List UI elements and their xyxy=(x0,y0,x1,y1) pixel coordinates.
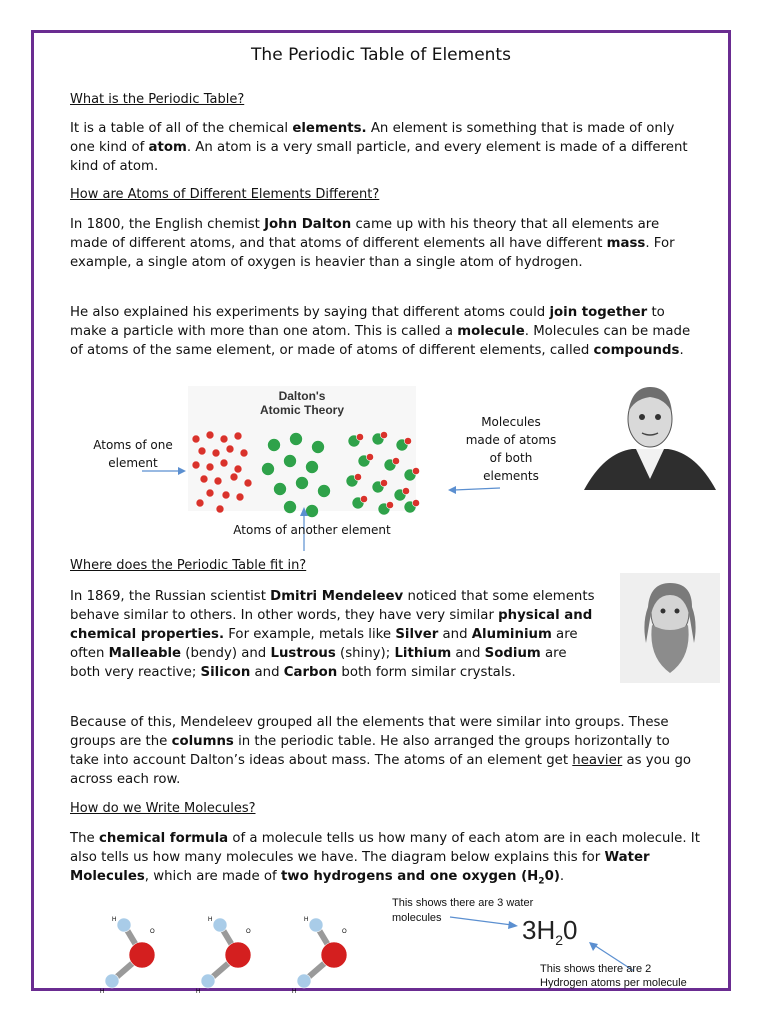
molecule-red-atom xyxy=(386,501,393,508)
green-atom xyxy=(312,441,325,454)
red-atom xyxy=(234,432,242,440)
green-atom xyxy=(284,455,297,468)
molecule-red-atom xyxy=(360,495,367,502)
water-molecules-group xyxy=(100,917,347,995)
green-atom xyxy=(268,439,281,452)
green-atom xyxy=(296,477,309,490)
red-atom xyxy=(206,431,214,439)
formula-3h2o: $3H_20$ xyxy=(522,915,578,948)
heading-atoms-different: How are Atoms of Different Elements Different? xyxy=(70,187,380,202)
atom-letter-label: O xyxy=(246,929,251,935)
red-atom xyxy=(220,459,228,467)
paragraph-mendeleev: In 1869, the Russian scientist Dmitri Mendeleev noticed that some elements behave similar to others. In other words, they have very similar physical and chemical properties. For example, metals like Silver and Aluminium are often Malleable (bendy) and Lustrous (shiny); Lithium and Sodium are both very reactive; Silicon and Carbon both form similar crystals. xyxy=(70,589,595,680)
label-atoms-of-another-element: Atoms of another element xyxy=(233,523,391,537)
paragraph-mendeleev-groups: Because of this, Mendeleev grouped all the elements that were similar into groups. These groups are the columns in the periodic table. He also arranged the groups horizontally to take into account Dalton’s ideas about mass. The atoms of an element get heavier as you go across each row. xyxy=(70,715,692,787)
hydrogen-atom xyxy=(201,974,215,988)
dalton-figure-title-2: Atomic Theory xyxy=(259,403,345,417)
red-atom xyxy=(234,465,242,473)
hydrogen-atom xyxy=(213,918,227,932)
oxygen-atom xyxy=(321,942,347,968)
note-2-hydrogen-2: Hydrogen atoms per molecule xyxy=(540,977,687,989)
atom-letter-label: H xyxy=(292,989,297,995)
red-atom xyxy=(236,493,244,501)
green-atom xyxy=(290,433,303,446)
atom-letter-label: O xyxy=(342,929,347,935)
atom-letter-label: H xyxy=(208,917,213,923)
molecule-red-atom xyxy=(380,479,387,486)
page-title: The Periodic Table of Elements xyxy=(251,45,511,65)
molecule-red-atom xyxy=(404,437,411,444)
green-atom xyxy=(274,483,287,496)
green-atom xyxy=(318,485,331,498)
red-atom xyxy=(200,475,208,483)
arrow-right-head xyxy=(448,486,456,494)
red-atom xyxy=(220,435,228,443)
red-atom xyxy=(226,445,234,453)
note-2-hydrogen-1: This shows there are 2 xyxy=(540,963,652,975)
green-atom xyxy=(306,461,319,474)
red-atom xyxy=(214,477,222,485)
paragraph-molecules: He also explained his experiments by saying that different atoms could join together to make a particle with more than one atom. This is called a molecule. Molecules can be made of atoms of the same element, or made of atoms of different elements, called compounds. xyxy=(70,305,691,358)
atom-letter-label: H xyxy=(196,989,201,995)
red-atom xyxy=(206,463,214,471)
hydrogen-atom xyxy=(117,918,131,932)
hydrogen-atom xyxy=(309,918,323,932)
arrow-to-formula-head xyxy=(508,921,518,929)
red-atom xyxy=(240,449,248,457)
red-atom xyxy=(198,447,206,455)
heading-what-is-periodic-table: What is the Periodic Table? xyxy=(70,92,245,107)
worksheet-page xyxy=(31,30,731,995)
red-atom xyxy=(212,449,220,457)
atom-letter-label: H xyxy=(112,917,117,923)
red-atom xyxy=(222,491,230,499)
dalton-figure-title-1: Dalton's xyxy=(278,389,326,403)
heading-periodic-table-fit: Where does the Periodic Table fit in? xyxy=(70,558,307,573)
heading-write-molecules: How do we Write Molecules? xyxy=(70,801,256,816)
atom-letter-label: H xyxy=(304,917,309,923)
note-3-water-molecules-1: This shows there are 3 water xyxy=(392,897,534,909)
green-atom xyxy=(262,463,275,476)
dmitri-mendeleev-portrait xyxy=(620,573,720,683)
molecule-red-atom xyxy=(392,457,399,464)
water-molecules-diagram xyxy=(34,891,728,995)
paragraph-elements: It is a table of all of the chemical elements. An element is something that is made of only one kind of atom. An atom is a very small particle, and every element is made of a different kind of atom. xyxy=(70,121,688,174)
john-dalton-portrait xyxy=(574,375,726,490)
paragraph-chemical-formula: The chemical formula of a molecule tells us how many of each atom are in each molecule. It also tells us how many molecules we have. The diagram below explains this for Water Molecules, which are made of two hydrogens and one oxygen $(H_20)$. xyxy=(70,831,700,887)
red-atom xyxy=(216,505,224,513)
hydrogen-atom xyxy=(297,974,311,988)
red-atom xyxy=(244,479,252,487)
oxygen-atom xyxy=(225,942,251,968)
paragraph-dalton: In 1800, the English chemist John Dalton came up with his theory that all elements are made of different atoms, and that atoms of different elements all have different mass. For example, a single atom of oxygen is heavier than a single atom of hydrogen. xyxy=(70,217,675,270)
molecule-red-atom xyxy=(402,487,409,494)
oxygen-atom xyxy=(129,942,155,968)
molecule-red-atom xyxy=(356,433,363,440)
molecule-red-atom xyxy=(380,431,387,438)
hydrogen-atom xyxy=(105,974,119,988)
red-atom xyxy=(206,489,214,497)
green-atom xyxy=(284,501,297,514)
red-atom xyxy=(192,461,200,469)
molecule-red-atom xyxy=(412,467,419,474)
molecule-red-atom xyxy=(354,473,361,480)
red-atom xyxy=(192,435,200,443)
molecule-red-atom xyxy=(366,453,373,460)
atom-letter-label: O xyxy=(150,929,155,935)
red-atom xyxy=(230,473,238,481)
label-molecules-both-elements: Molecules made of atoms of both elements xyxy=(465,415,557,483)
label-atoms-of-one-element: Atoms of one element xyxy=(93,438,173,470)
molecule-red-atom xyxy=(412,499,419,506)
note-3-water-molecules-2: molecules xyxy=(392,912,442,924)
atom-letter-label: H xyxy=(100,989,105,995)
red-atom xyxy=(196,499,204,507)
